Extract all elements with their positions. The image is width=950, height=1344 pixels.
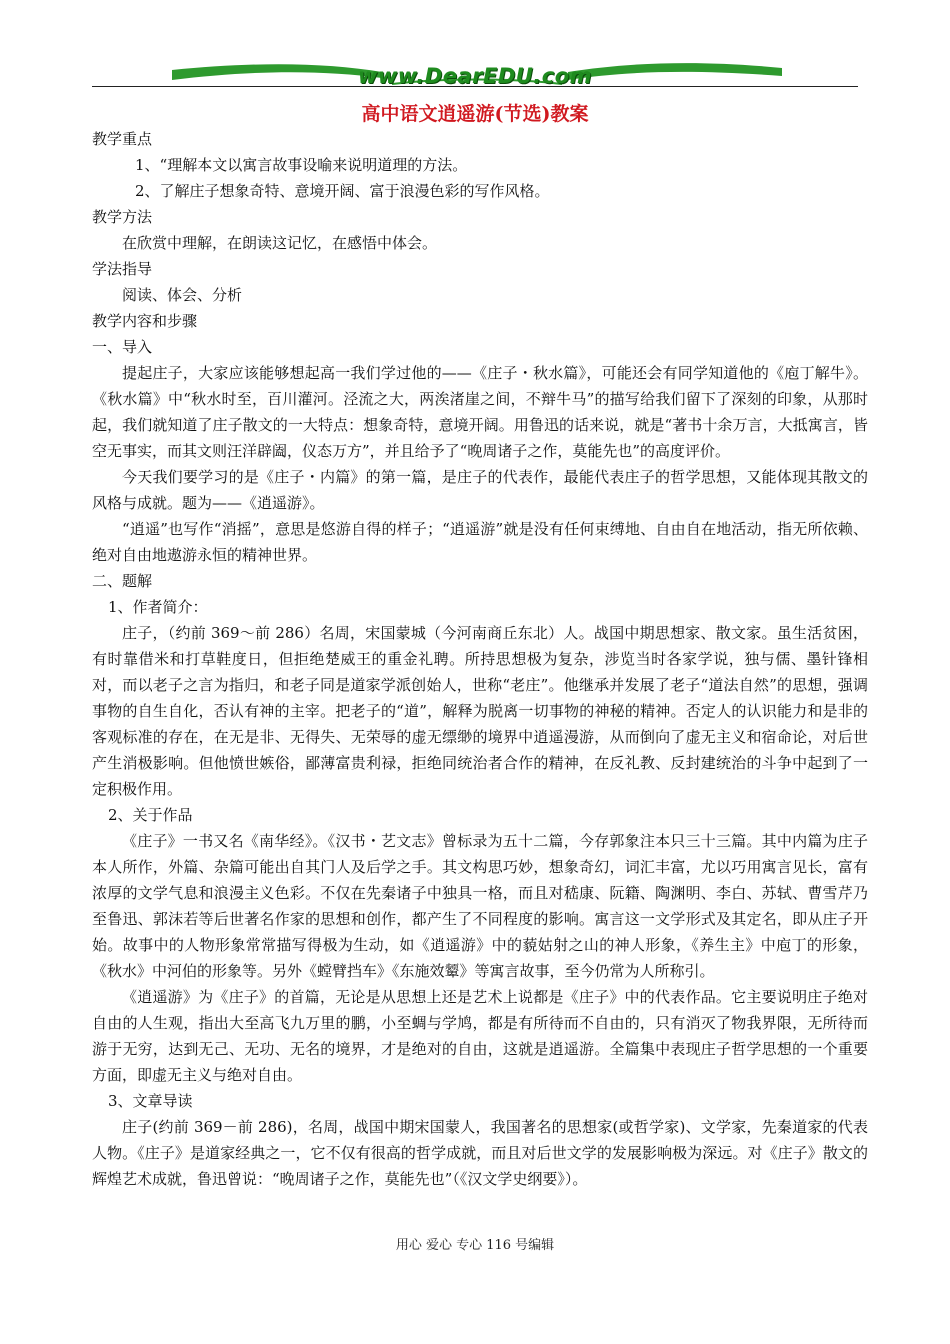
- site-banner: [92, 58, 858, 98]
- intro-paragraph-2: 今天我们要学习的是《庄子・内篇》的第一篇，是庄子的代表作，最能代表庄子的哲学思想，又能体现其散文的风格与成就。题为——《逍遥游》。: [92, 468, 868, 512]
- method-heading: 教学方法: [92, 208, 153, 226]
- guide-text: 阅读、体会、分析: [122, 286, 243, 304]
- work-paragraph-2: 《逍遥游》为《庄子》的首篇，无论是从思想上还是艺术上说都是《庄子》中的代表作品。它主要说明庄子绝对自由的人生观，指出大至高飞九万里的鹏，小至蜩与学鸠，都是有所待而不自由的，只有消灭了物我界限，无所待而游于无穷，达到无己、无功、无名的境界，才是绝对的自由，这就是逍遥游。全篇集中表现庄子哲学思想的一个重要方面，即虚无主义与绝对自由。: [92, 988, 868, 1084]
- document-body: [92, 126, 868, 1192]
- intro-paragraph-3: “逍遥”也写作“消摇”，意思是悠游自得的样子；“逍遥游”就是没有任何束缚地、自由自在地活动，指无所依赖、绝对自由地遨游永恒的精神世界。: [92, 520, 868, 564]
- reading-paragraph: 庄子(约前 369－前 286)，名周，战国中期宋国蒙人，我国著名的思想家(或哲学家)、文学家，先秦道家的代表人物。《庄子》是道家经典之一，它不仅有很高的哲学成就，而且对后世文学的发展影响极为深远。对《庄子》散文的辉煌艺术成就，鲁迅曾说：“晚周诸子之作，莫能先也”（《汉文学史纲要》）。: [92, 1118, 868, 1188]
- site-logo-text: www.DearEDU.com: [357, 64, 593, 88]
- method-text: 在欣赏中理解，在朗读这记忆，在感悟中体会。: [122, 234, 438, 252]
- page-title: 高中语文逍遥游(节选)教案: [361, 103, 589, 125]
- guide-heading: 学法指导: [92, 260, 153, 278]
- work-paragraph-1: 《庄子》一书又名《南华经》。《汉书・艺文志》曾标录为五十二篇，今存郭象注本只三十三篇。其中内篇为庄子本人所作，外篇、杂篇可能出自其门人及后学之手。其文构思巧妙，想象奇幻，词汇丰富，尤以巧用寓言见长，富有浓厚的文学气息和浪漫主义色彩。不仅在先秦诸子中独具一格，而且对嵇康、阮籍、陶渊明、李白、苏轼、曹雪芹乃至鲁迅、郭沫若等后世著名作家的思想和创作，都产生了不同程度的影响。寓言这一文学形式及其定名，即从庄子开始。故事中的人物形象常常描写得极为生动，如《逍遥游》中的藐姑射之山的神人形象，《养生主》中庖丁的形象，《秋水》中河伯的形象等。另外《螳臂挡车》《东施效颦》等寓言故事，至今仍常为人所称引。: [92, 832, 868, 980]
- focus-item-2: 2、了解庄子想象奇特、意境开阔、富于浪漫色彩的写作风格。: [135, 182, 550, 200]
- header-rule: [92, 86, 858, 87]
- focus-heading: 教学重点: [92, 130, 153, 148]
- reading-heading: 3、文章导读: [108, 1092, 193, 1110]
- work-heading: 2、关于作品: [108, 806, 193, 824]
- author-paragraph: 庄子，（约前 369～前 286）名周，宋国蒙城（今河南商丘东北）人。战国中期思想家、散文家。虽生活贫困，有时靠借米和打草鞋度日，但拒绝楚威王的重金礼聘。所持思想极为复杂，涉览当时各家学说，独与儒、墨针锋相对，而以老子之言为指归，和老子同是道家学派创始人，世称“老庄”。他继承并发展了老子“道法自然”的思想，强调事物的自生自化，否认有神的主宰。把老子的“道”，解释为脱离一切事物的神秘的精神。否定人的认识能力和是非的客观标准的存在，在无是非、无得失、无荣辱的虚无缥缈的境界中逍遥漫游，从而倒向了虚无主义和宿命论，对后世产生消极影响。但他愤世嫉俗，鄙薄富贵利禄，拒绝同统治者合作的精神，在反礼教、反封建统治的斗争中起到了一定积极作用。: [92, 624, 868, 798]
- intro-paragraph-1: 提起庄子，大家应该能够想起高一我们学过他的——《庄子・秋水篇》，可能还会有同学知道他的《庖丁解牛》。《秋水篇》中“秋水时至，百川灌河。泾流之大，两涘渚崖之间，不辩牛马”的描写给我们留下了深刻的印象，从那时起，我们就知道了庄子散文的一大特点：想象奇特，意境开阔。用鲁迅的话来说，就是“著书十余万言，大抵寓言，皆空无事实，而其文则汪洋辟阖，仪态万方”，并且给予了“晚周诸子之作，莫能先也”的高度评价。: [92, 364, 868, 460]
- content-heading: 教学内容和步骤: [92, 312, 198, 330]
- author-heading: 1、作者简介：: [108, 598, 208, 616]
- intro-heading: 一、导入: [92, 338, 153, 356]
- page-footer: 用心 爱心 专心 116 号编辑: [395, 1238, 555, 1253]
- explain-heading: 二、题解: [92, 572, 153, 590]
- focus-item-1: 1、“理解本文以寓言故事设喻来说明道理的方法。: [135, 156, 468, 174]
